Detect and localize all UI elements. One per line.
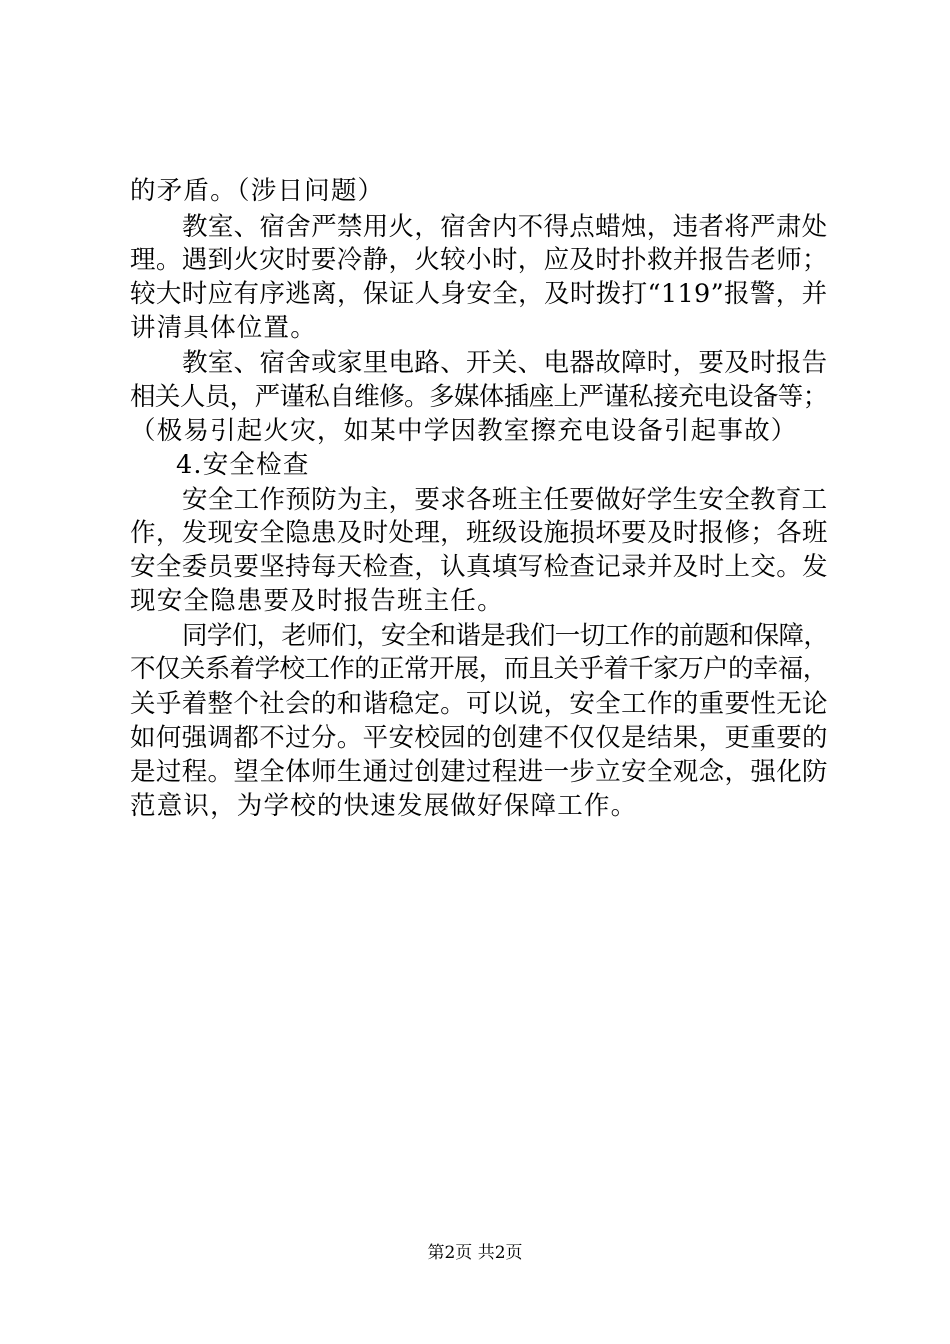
text-line: 作，发现安全隐患及时处理，班级设施损坏要及时报修；各班 <box>130 518 828 548</box>
text-line: 相关人员，严谨私自维修。多媒体插座上严谨私接充电设备等； <box>130 382 828 412</box>
text-line: 范意识，为学校的快速发展做好保障工作。 <box>130 791 638 821</box>
text-line: 是过程。望全体师生通过创建过程进一步立安全观念，强化防 <box>130 757 828 787</box>
text-line: 关乎着整个社会的和谐稳定。可以说，安全工作的重要性无论 <box>130 689 828 719</box>
text-line: 的矛盾。（涉日问题） <box>130 176 385 206</box>
text-line: 同学们，老师们，安全和谐是我们一切工作的前题和保障， <box>182 621 829 651</box>
text-line: 较大时应有序逃离，保证人身安全，及时拨打“119”报警，并 <box>130 279 828 309</box>
text-line: 教室、宿舍或家里电路、开关、电器故障时，要及时报告 <box>182 348 828 378</box>
text-line: 安全委员要坚持每天检查，认真填写检查记录并及时上交。发 <box>130 552 828 582</box>
text-line: 不仅关系着学校工作的正常开展，而且关乎着千家万户的幸福， <box>130 654 828 684</box>
section-heading: 4.安全检查 <box>176 450 310 480</box>
text-line: 理。遇到火灾时要冷静，火较小时，应及时扑救并报告老师； <box>130 245 828 275</box>
page-number: 第2页 共2页 <box>427 1243 523 1263</box>
text-line: 讲清具体位置。 <box>130 313 317 343</box>
text-line: 教室、宿舍严禁用火，宿舍内不得点蜡烛，违者将严肃处 <box>182 212 828 242</box>
text-line: （极易引起火灾，如某中学因教室擦充电设备引起事故） <box>130 416 798 446</box>
text-line: 安全工作预防为主，要求各班主任要做好学生安全教育工 <box>182 485 828 515</box>
text-line: 现安全隐患要及时报告班主任。 <box>130 586 504 616</box>
text-line: 如何强调都不过分。平安校园的创建不仅仅是结果，更重要的 <box>130 723 828 753</box>
